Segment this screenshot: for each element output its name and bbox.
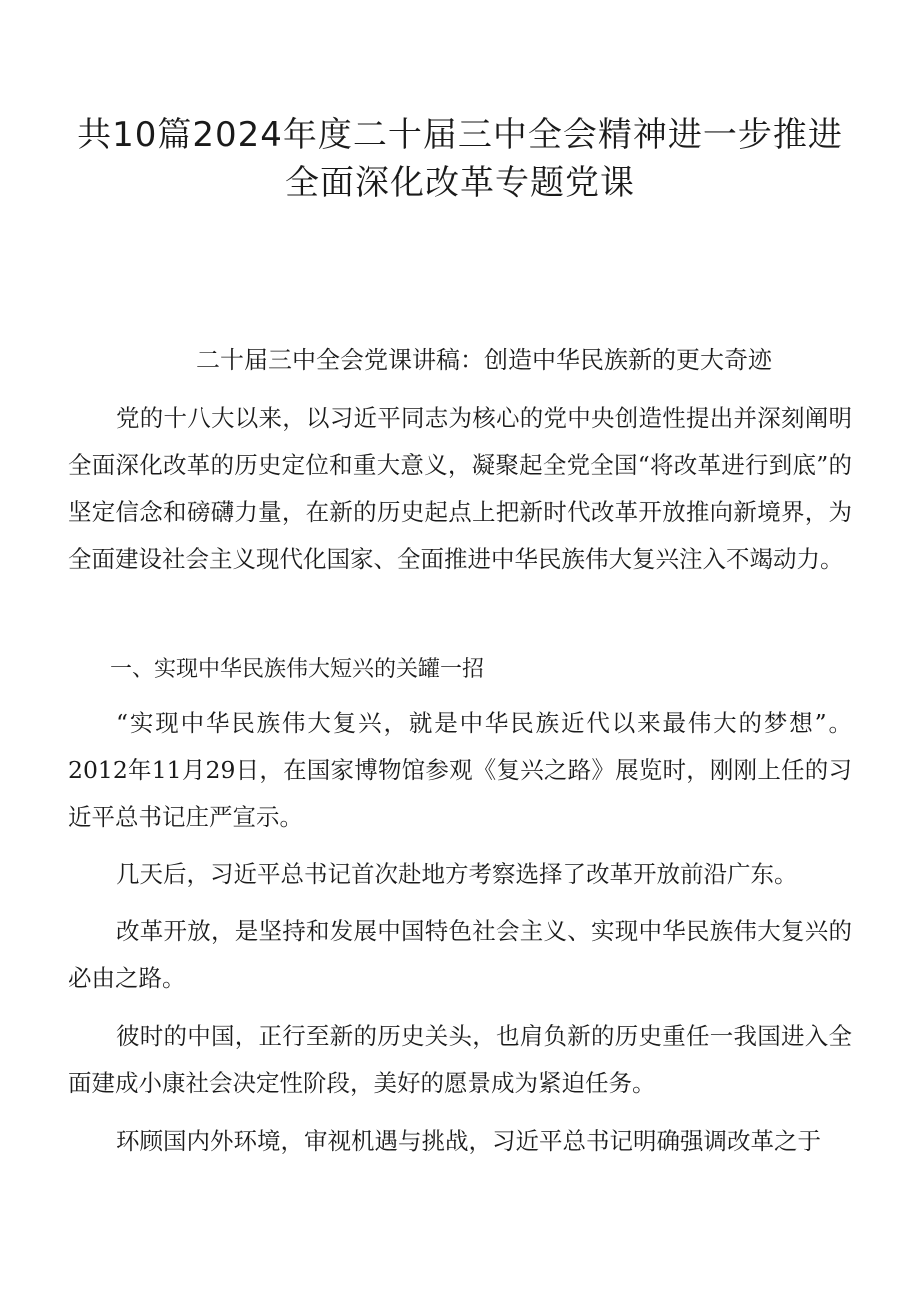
paragraph-2: “实现中华民族伟大复兴，就是中华民族近代以来最伟大的梦想”。2012年11月29日，在国家博物馆参观《复兴之路》展览时，刚刚上任的习近平总书记庄严宣示。 [68,709,852,831]
document-title-line-1: 共10篇2024年度二十届三中全会精神进一步推进 [77,115,843,155]
paragraph-5: 彼时的中国，正行至新的历史关头，也肩负新的历史重任一我国进入全面建成小康社会决定性阶段，美好的愿景成为紧迫任务。 [68,1022,852,1097]
paragraph-3: 几天后，习近平总书记首次赴地方考察选择了改革开放前沿广东。 [116,860,798,888]
paragraph-intro: 党的十八大以来，以习近平同志为核心的党中央创造性提出并深刻阐明全面深化改革的历史定位和重大意义，凝聚起全党全国“将改革进行到底”的坚定信念和磅礴力量，在新的历史起点上把新时代改革开放推向新境界，为全面建设社会主义现代化国家、全面推进中华民族伟大复兴注入不竭动力。 [68,404,852,573]
paragraph-6: 环顾国内外环境，审视机遇与挑战，习近平总书记明确强调改革之于 [116,1127,821,1155]
section-title: 二十届三中全会党课讲稿：创造中华民族新的更大奇迹 [196,346,772,374]
paragraph-4: 改革开放，是坚持和发展中国特色社会主义、实现中华民族伟大复兴的必由之路。 [68,917,852,992]
heading-1: 一、实现中华民族伟大短兴的关罐一招 [110,657,485,682]
document-title-line-2: 全面深化改革专题党课 [285,163,635,203]
